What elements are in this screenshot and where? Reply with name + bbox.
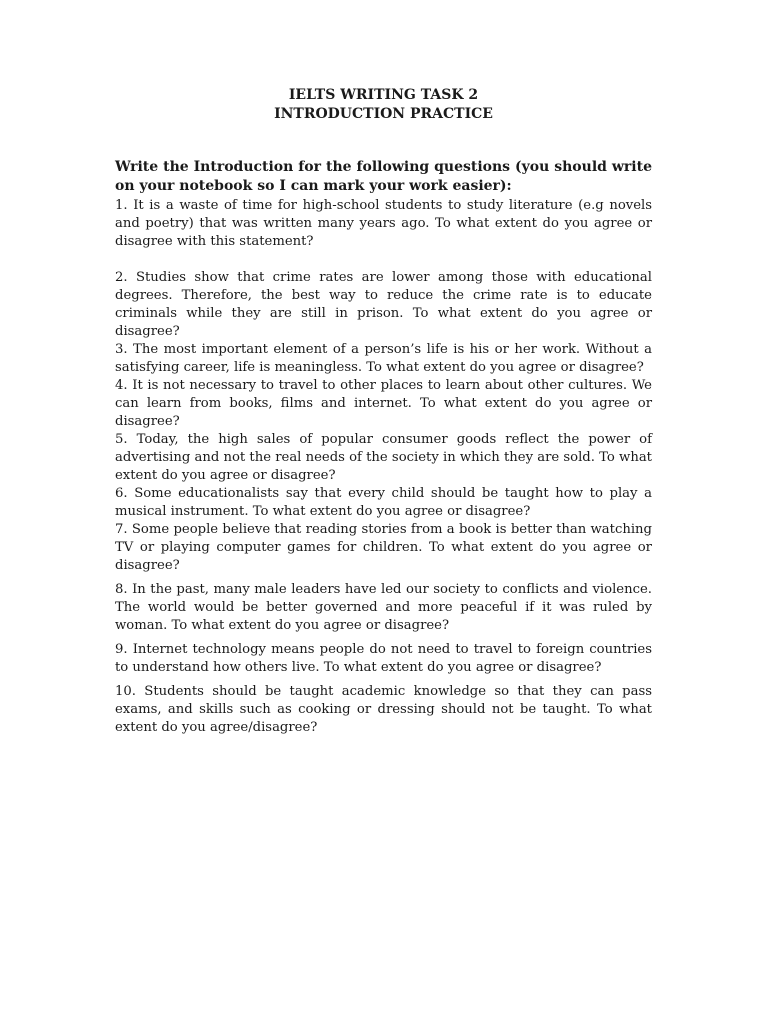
question-item: 1. It is a waste of time for high-school students to study literature (e.g novels and poetry) that was written many years ago. To what extent do you agree or disagree with this statement? <box>115 198 652 249</box>
question-item: 2. Studies show that crime rates are lower among those with educational degrees. Therefore, the best way to reduce the crime rate is to educate criminals while they are still in prison. To what extent do you agree or disagree? <box>115 270 652 339</box>
instruction-text: Write the Introduction for the following questions (you should write on your notebook so I can mark your work easier): <box>115 159 652 194</box>
question-item: 3. The most important element of a person’s life is his or her work. Without a satisfying career, life is meaningless. To what extent do you agree or disagree? <box>115 342 652 375</box>
question-item: 9. Internet technology means people do not need to travel to foreign countries to understand how others live. To what extent do you agree or disagree? <box>115 642 652 675</box>
question-item: 5. Today, the high sales of popular consumer goods reflect the power of advertising and not the real needs of the society in which they are sold. To what extent do you agree or disagree? <box>115 432 652 483</box>
question-item: 6. Some educationalists say that every child should be taught how to play a musical instrument. To what extent do you agree or disagree? <box>115 486 652 519</box>
document-title-line-2: INTRODUCTION PRACTICE <box>274 106 493 122</box>
document-page <box>115 86 652 737</box>
question-item: 4. It is not necessary to travel to other places to learn about other cultures. We can learn from books, films and internet. To what extent do you agree or disagree? <box>115 378 652 429</box>
question-item: 7. Some people believe that reading stories from a book is better than watching TV or playing computer games for children. To what extent do you agree or disagree? <box>115 522 652 573</box>
question-item: 10. Students should be taught academic knowledge so that they can pass exams, and skills such as cooking or dressing should not be taught. To what extent do you agree/disagree? <box>115 684 652 735</box>
document-title-line-1: IELTS WRITING TASK 2 <box>288 87 479 103</box>
question-item: 8. In the past, many male leaders have led our society to conflicts and violence. The world would be better governed and more peaceful if it was ruled by woman. To what extent do you agree or disagree? <box>115 582 652 633</box>
